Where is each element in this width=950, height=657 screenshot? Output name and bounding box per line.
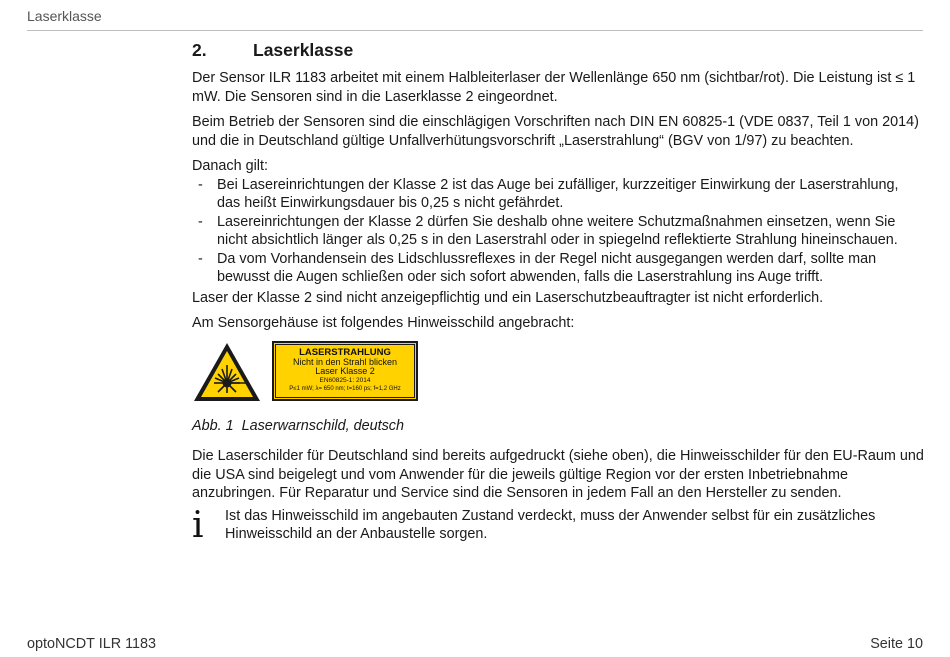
- list-item: [198, 176, 925, 213]
- info-note: [192, 504, 925, 546]
- paragraph-list-intro: Danach gilt:: [192, 158, 268, 174]
- section-heading: [192, 38, 925, 62]
- warning-signs: [192, 341, 925, 403]
- label-title: LASERSTRAHLUNG: [299, 346, 391, 358]
- header-divider: [27, 30, 923, 31]
- label-warning: Nicht in den Strahl blicken: [292, 356, 398, 367]
- list-item: [198, 250, 925, 287]
- info-icon: i: [192, 504, 204, 546]
- paragraph-class2-note: Laser der Klasse 2 sind nicht anzeigepflichtig und ein Laserschutzbeauftragter ist nicht erforderlich.: [192, 289, 824, 306]
- figure-caption: [192, 417, 925, 436]
- label-class: Laser Klasse 2: [315, 366, 375, 376]
- list-item-text: Bei Lasereinrichtungen der Klasse 2 ist das Auge bei zufälliger, kurzzeitiger Einwirkung der Laserstrahlung, das heißt Einwirkungsdauer bis 0,25 s nicht gefährdet.: [217, 176, 899, 211]
- running-header: Laserklasse: [27, 8, 102, 24]
- section-title: Laserklasse: [253, 40, 354, 60]
- list-marker: -: [198, 176, 203, 193]
- figure-caption-text: Laserwarnschild, deutsch: [241, 417, 404, 434]
- footer-page-number: Seite 10: [870, 636, 923, 652]
- page-content: [192, 38, 925, 544]
- paragraph-intro: Der Sensor ILR 1183 arbeitet mit einem Halbleiterlaser der Wellenlänge 650 nm (sichtbar/rot). Die Leistung ist ≤ 1 mW. Die Sensoren sind in die Laserklasse 2 eingeordnet.: [192, 70, 916, 105]
- laser-class-label: [272, 341, 418, 401]
- list-item-text: Lasereinrichtungen der Klasse 2 dürfen Sie deshalb ohne weitere Schutzmaßnahmen einsetzen, wenn Sie nicht absichtlich länger als 0,25 s in den Laserstrahl oder in spiegelnd reflektierte Strahlung hineinschauen.: [217, 213, 898, 248]
- paragraph-sign-intro: Am Sensorgehäuse ist folgendes Hinweisschild angebracht:: [192, 315, 575, 331]
- label-standard: EN60825-1: 2014: [319, 376, 371, 384]
- rules-list: [192, 176, 925, 287]
- list-item-text: Da vom Vorhandensein des Lidschlussreflexes in der Regel nicht ausgegangen werden darf, sollte man bewusst die Augen schließen oder sich sofort abwenden, falls die Laserstrahlung ins Auge trifft.: [217, 250, 877, 285]
- paragraph-labels-info: Die Laserschilder für Deutschland sind bereits aufgedruckt (siehe oben), die Hinweisschilder für den EU-Raum und die USA sind beigelegt und vom Anwender für die jeweils gültige Region vor der ersten Inbetriebnahme anzubringen. Für Reparatur und Service sind die Sensoren in jedem Fall an den Hersteller zu senden.: [192, 448, 924, 501]
- list-marker: -: [198, 213, 203, 230]
- paragraph-regulations: Beim Betrieb der Sensoren sind die einschlägigen Vorschriften nach DIN EN 60825-1 (VDE 0837, Teil 1 von 2014) und die in Deutschland gültige Unfallverhütungsvorschrift „Laserstrahlung“ (BGV von 1/97) zu beachten.: [192, 114, 919, 149]
- section-number: 2.: [192, 40, 207, 60]
- list-marker: -: [198, 250, 203, 267]
- footer-product: optoNCDT ILR 1183: [27, 636, 157, 652]
- label-specs: P≤1 mW; λ= 650 nm; t=160 ps; f=1,2 GHz: [289, 385, 401, 392]
- laser-warning-triangle-icon: [192, 341, 262, 403]
- info-note-text: Ist das Hinweisschild im angebauten Zustand verdeckt, muss der Anwender selbst für ein zusätzliches Hinweisschild an der Anbaustelle sorgen.: [225, 507, 876, 542]
- figure-number: Abb. 1: [192, 417, 234, 434]
- list-item: [198, 213, 925, 250]
